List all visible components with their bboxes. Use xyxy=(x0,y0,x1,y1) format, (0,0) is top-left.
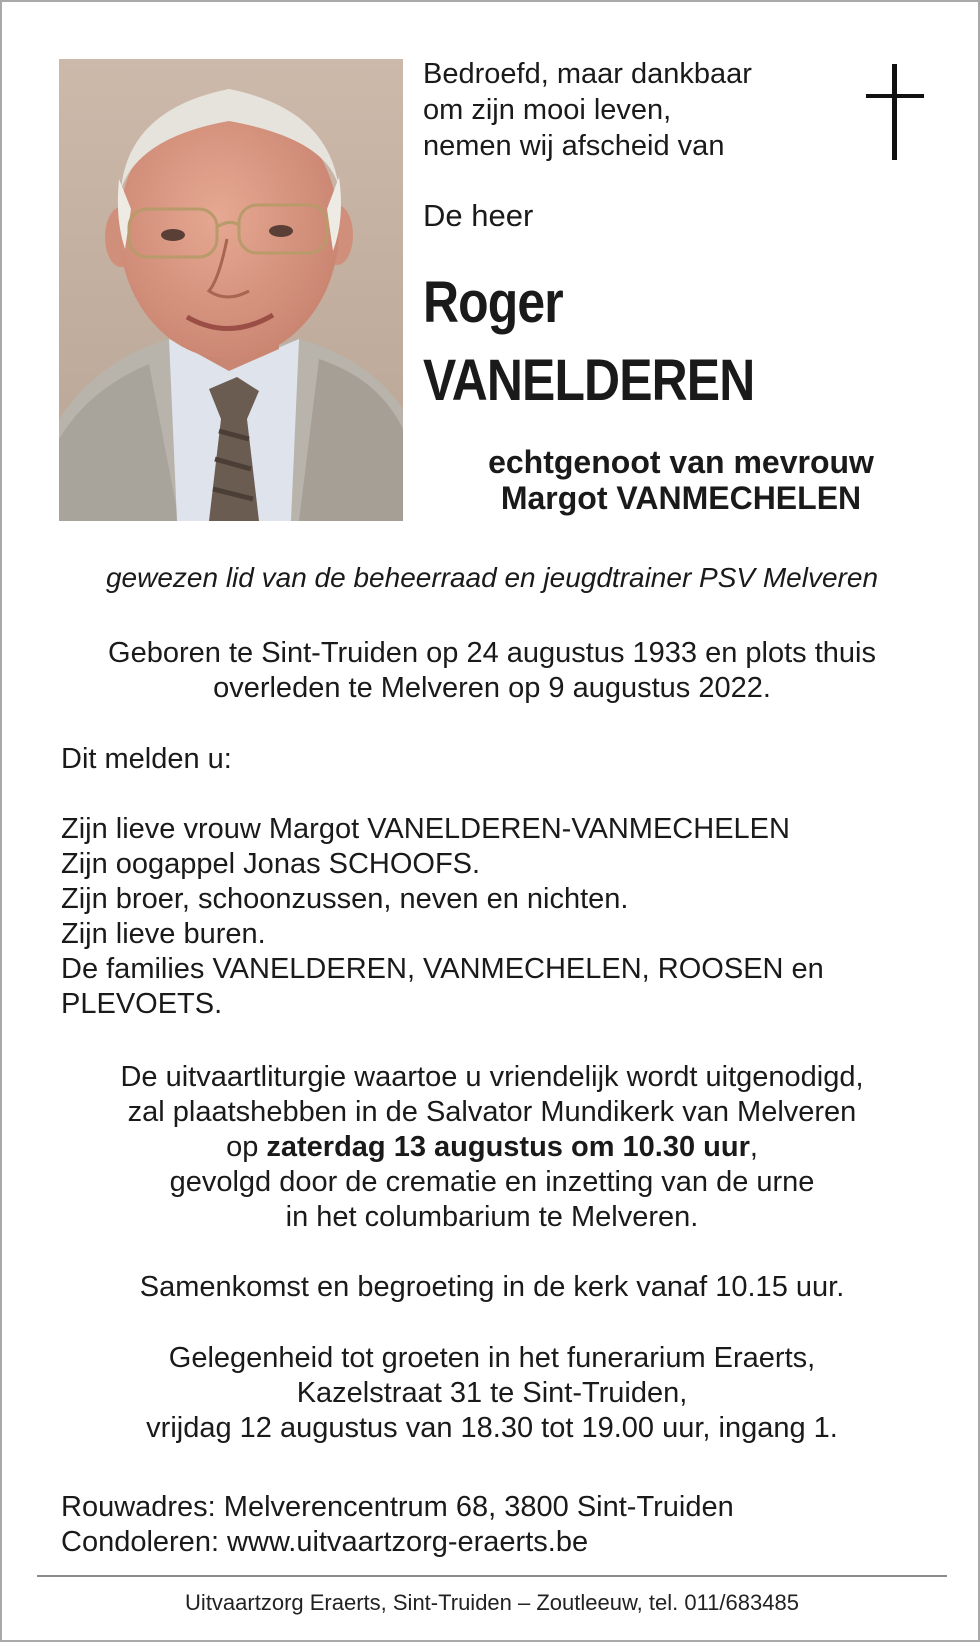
spouse-line: echtgenoot van mevrouw xyxy=(488,444,874,480)
visitation-info xyxy=(2,1341,980,1446)
family-list xyxy=(61,812,824,1022)
last-name: VANELDEREN xyxy=(423,348,755,413)
funeral-date-prefix: op xyxy=(226,1131,267,1163)
funeral-line: zal plaatshebben in de Salvator Mundikerk van Melveren xyxy=(127,1096,857,1128)
honorific: De heer xyxy=(423,198,534,233)
portrait-photo xyxy=(59,59,403,521)
intro-line: nemen wij afscheid van xyxy=(423,130,725,162)
contact-info xyxy=(61,1490,734,1560)
funeral-info xyxy=(2,1060,980,1235)
birth-line: Geboren te Sint-Truiden op 24 augustus 1933 en plots thuis xyxy=(108,637,876,669)
funeral-date: zaterdag 13 augustus om 10.30 uur xyxy=(266,1131,750,1163)
intro-line: om zijn mooi leven, xyxy=(423,94,672,126)
funeral-line: gevolgd door de crematie en inzetting van de urne xyxy=(169,1166,815,1198)
funeral-date-line xyxy=(2,1130,980,1165)
spouse-line: Margot VANMECHELEN xyxy=(500,480,862,516)
spouse-info xyxy=(423,444,939,516)
mourning-address: Rouwadres: Melverencentrum 68, 3800 Sint-Truiden xyxy=(61,1491,734,1523)
intro-line: Bedroefd, maar dankbaar xyxy=(423,58,752,90)
family-item: Zijn lieve buren. xyxy=(61,918,266,950)
visitation-line: Gelegenheid tot groeten in het funerarium Eraerts, xyxy=(168,1342,816,1374)
birth-death-info xyxy=(2,636,980,706)
funeral-line: in het columbarium te Melveren. xyxy=(285,1201,699,1233)
announce-label: Dit melden u: xyxy=(61,743,232,775)
family-item: Zijn lieve vrouw Margot VANELDEREN-VANMECHELEN xyxy=(61,813,790,845)
family-item: Zijn oogappel Jonas SCHOOFS. xyxy=(61,848,481,880)
funeral-date-suffix: , xyxy=(749,1131,758,1163)
funeral-home-footer: Uitvaartzorg Eraerts, Sint-Truiden – Zoutleeuw, tel. 011/683485 xyxy=(185,1590,799,1615)
family-item: PLEVOETS. xyxy=(61,988,223,1020)
family-item: Zijn broer, schoonzussen, neven en nichten. xyxy=(61,883,629,915)
visitation-line: vrijdag 12 augustus van 18.30 tot 19.00 uur, ingang 1. xyxy=(146,1412,838,1444)
funeral-line: De uitvaartliturgie waartoe u vriendelijk wordt uitgenodigd, xyxy=(120,1061,864,1093)
gathering-info: Samenkomst en begroeting in de kerk vanaf 10.15 uur. xyxy=(139,1271,845,1303)
death-line: overleden te Melveren op 9 augustus 2022. xyxy=(213,672,771,704)
deceased-name xyxy=(423,264,754,420)
intro-text xyxy=(423,56,752,164)
first-name: Roger xyxy=(423,270,563,335)
visitation-line: Kazelstraat 31 te Sint-Truiden, xyxy=(296,1377,688,1409)
footer-divider xyxy=(37,1575,947,1577)
portrait-illustration xyxy=(59,59,403,521)
condolence-website[interactable]: Condoleren: www.uitvaartzorg-eraerts.be xyxy=(61,1526,589,1558)
role-description: gewezen lid van de beheerraad en jeugdtrainer PSV Melveren xyxy=(105,562,879,593)
cross-icon xyxy=(866,64,924,160)
family-item: De families VANELDEREN, VANMECHELEN, ROOSEN en xyxy=(61,953,824,985)
